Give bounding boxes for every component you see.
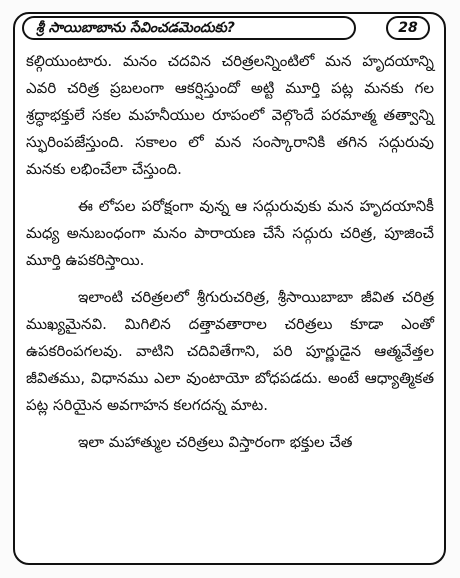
- body-text: [26, 48, 434, 466]
- page-number: 28: [386, 16, 430, 40]
- paragraph-2: ఈ లోపల పరోక్షంగా వున్న ఆ సద్గురువుకు మన హృదయానికీ మధ్య అనుబంధంగా మనం పారాయణ చేసే సద్గురు చరిత్ర, పూజించే మూర్తి ఉపకరిస్తాయి.: [26, 197, 434, 269]
- paragraph-3: ఇలాంటి చరిత్రలలో శ్రీగురుచరిత్ర, శ్రీసాయిబాబా జీవిత చరిత్ర ముఖ్యమైనవి. మిగిలిన దత్తావతారాల చరిత్రలు కూడా ఎంతో ఉపకరింపగలవు. వాటిని చదివితేగాని, పరి పూర్ణుడైన ఆత్మవేత్తల జీవితము, విధానము ఎలా వుంటాయో బోధపడదు. అంటే ఆధ్యాత్మికత పట్ల సరియైన అవగాహన కలగదన్న మాట.: [26, 288, 434, 414]
- page-header: [22, 16, 438, 42]
- paragraph-1: కల్గియుంటారు. మనం చదవిన చరిత్రలన్నింటిలో మన హృదయాన్ని ఎవరి చరిత్ర ప్రబలంగా ఆకర్షిస్తుందో అట్టి మూర్తి పట్ల మనకు గల శ్రద్ధాభక్తులే సకల మహనీయుల రూపంలో వెల్గొందే పరమాత్మ తత్వాన్ని స్ఫురింపజేస్తుంది. సకాలం లో మన సంస్కారానికి తగిన సద్గురువు మనకు లభించేలా చేస్తుంది.: [26, 52, 434, 178]
- paragraph-4: ఇలా మహాత్ముల చరిత్రలు విస్తారంగా భక్తుల చేత: [78, 433, 353, 451]
- chapter-title: శ్రీ సాయిబాబాను సేవించడమెందుకు?: [22, 16, 356, 40]
